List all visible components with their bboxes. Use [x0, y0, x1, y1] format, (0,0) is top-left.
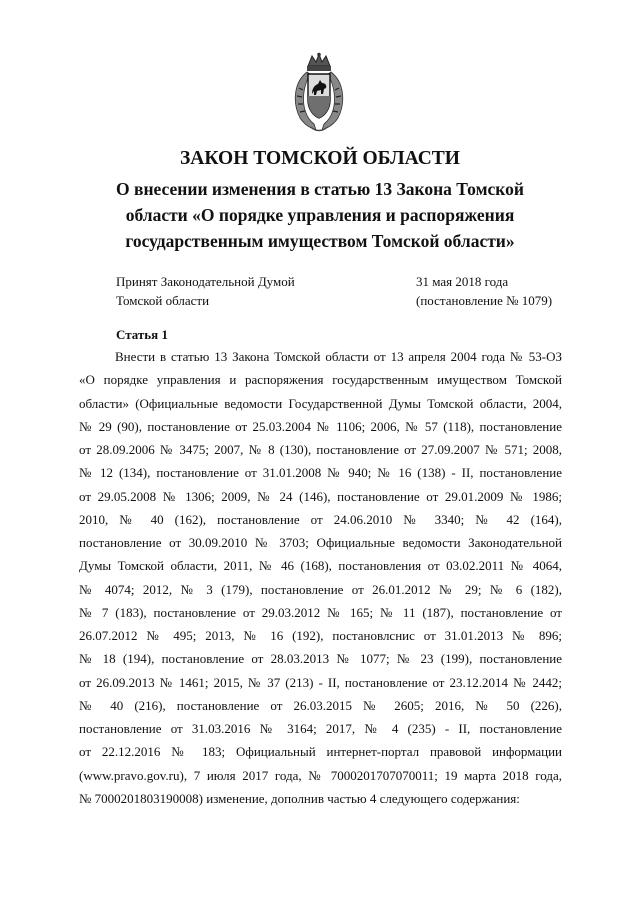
article-line: № 40 (216), постановление от 26.03.2015 № 2605; 2016, № 50 (226),: [79, 697, 562, 713]
resolution-number-line: (постановление № 1079): [416, 293, 553, 308]
article-body: [79, 345, 562, 810]
article-line: постановление от 30.09.2010 № 3703; Официальные ведомости Законодательной: [79, 535, 562, 550]
subtitle-line: области «О порядке управления и распоряжения: [125, 205, 515, 225]
law-subtitle: [60, 176, 580, 254]
article-line: № 18 (194), постановление от 28.03.2013 № 1077; № 23 (199), постановление: [79, 651, 562, 667]
article-line: области» (Официальные ведомости Государственной Думы Томской области, 2004,: [79, 395, 562, 411]
law-title: ЗАКОН ТОМСКОЙ ОБЛАСТИ: [180, 148, 460, 169]
article-line: (www.pravo.gov.ru), 7 июля 2017 года, № 7000201707070011; 19 марта 2018 года,: [79, 767, 562, 783]
article-line: постановление от 31.03.2016 № 3164; 2017, № 4 (235) - II, постановление: [79, 721, 562, 736]
article-line: № 29 (90), постановление от 25.03.2004 № 1106; 2006, № 57 (118), постановление: [79, 418, 562, 434]
article-line: № 4074; 2012, № 3 (179), постановление от 26.01.2012 № 29; № 6 (182),: [79, 581, 562, 597]
article-line: от 22.12.2016 № 183; Официальный интернет-портал правовой информации: [79, 744, 562, 760]
article-line: Думы Томской области, 2011, № 46 (168), постановления от 03.02.2011 № 4064,: [79, 558, 562, 574]
article-line: от 29.05.2008 № 1306; 2009, № 24 (146), постановление от 29.01.2009 № 1986;: [79, 488, 562, 504]
article-line: № 7 (183), постановление от 29.03.2012 № 165; № 11 (187), постановление от: [79, 604, 562, 620]
article-line: 26.07.2012 № 495; 2013, № 16 (192), постановлснис от 31.01.2013 № 896;: [79, 628, 562, 643]
tomsk-region-coat-of-arms-icon: [290, 52, 348, 132]
adoption-date-line: 31 мая 2018 года: [416, 274, 509, 289]
article-line: от 28.09.2006 № 3475; 2007, № 8 (130), постановление от 27.09.2007 № 571; 2008,: [79, 442, 562, 457]
article-line: 2010, № 40 (162), постановление от 24.06.2010 № 3340; № 42 (164),: [79, 511, 562, 527]
adopted-by: [116, 272, 295, 310]
subtitle-line: государственным имуществом Томской области»: [125, 231, 515, 251]
subtitle-line: О внесении изменения в статью 13 Закона Томской: [116, 179, 524, 199]
article-line: Внести в статью 13 Закона Томской области от 13 апреля 2004 года № 53-ОЗ: [115, 349, 562, 364]
adoption-date: [416, 272, 552, 310]
article-line: «О порядке управления и распоряжения государственным имуществом Томской: [79, 372, 562, 388]
adopted-by-line: Томской области: [116, 293, 210, 308]
article-line: № 7000201803190008) изменение, дополнив частью 4 следующего содержания:: [79, 790, 520, 806]
article-line: № 12 (134), постановление от 31.01.2008 № 940; № 16 (138) - II, постановление: [79, 465, 562, 481]
article-line: от 26.09.2013 № 1461; 2015, № 37 (213) - II, постановление от 23.12.2014 № 2442;: [79, 674, 562, 690]
adopted-by-line: Принят Законодательной Думой: [116, 274, 295, 289]
article-heading: Статья 1: [116, 327, 168, 342]
